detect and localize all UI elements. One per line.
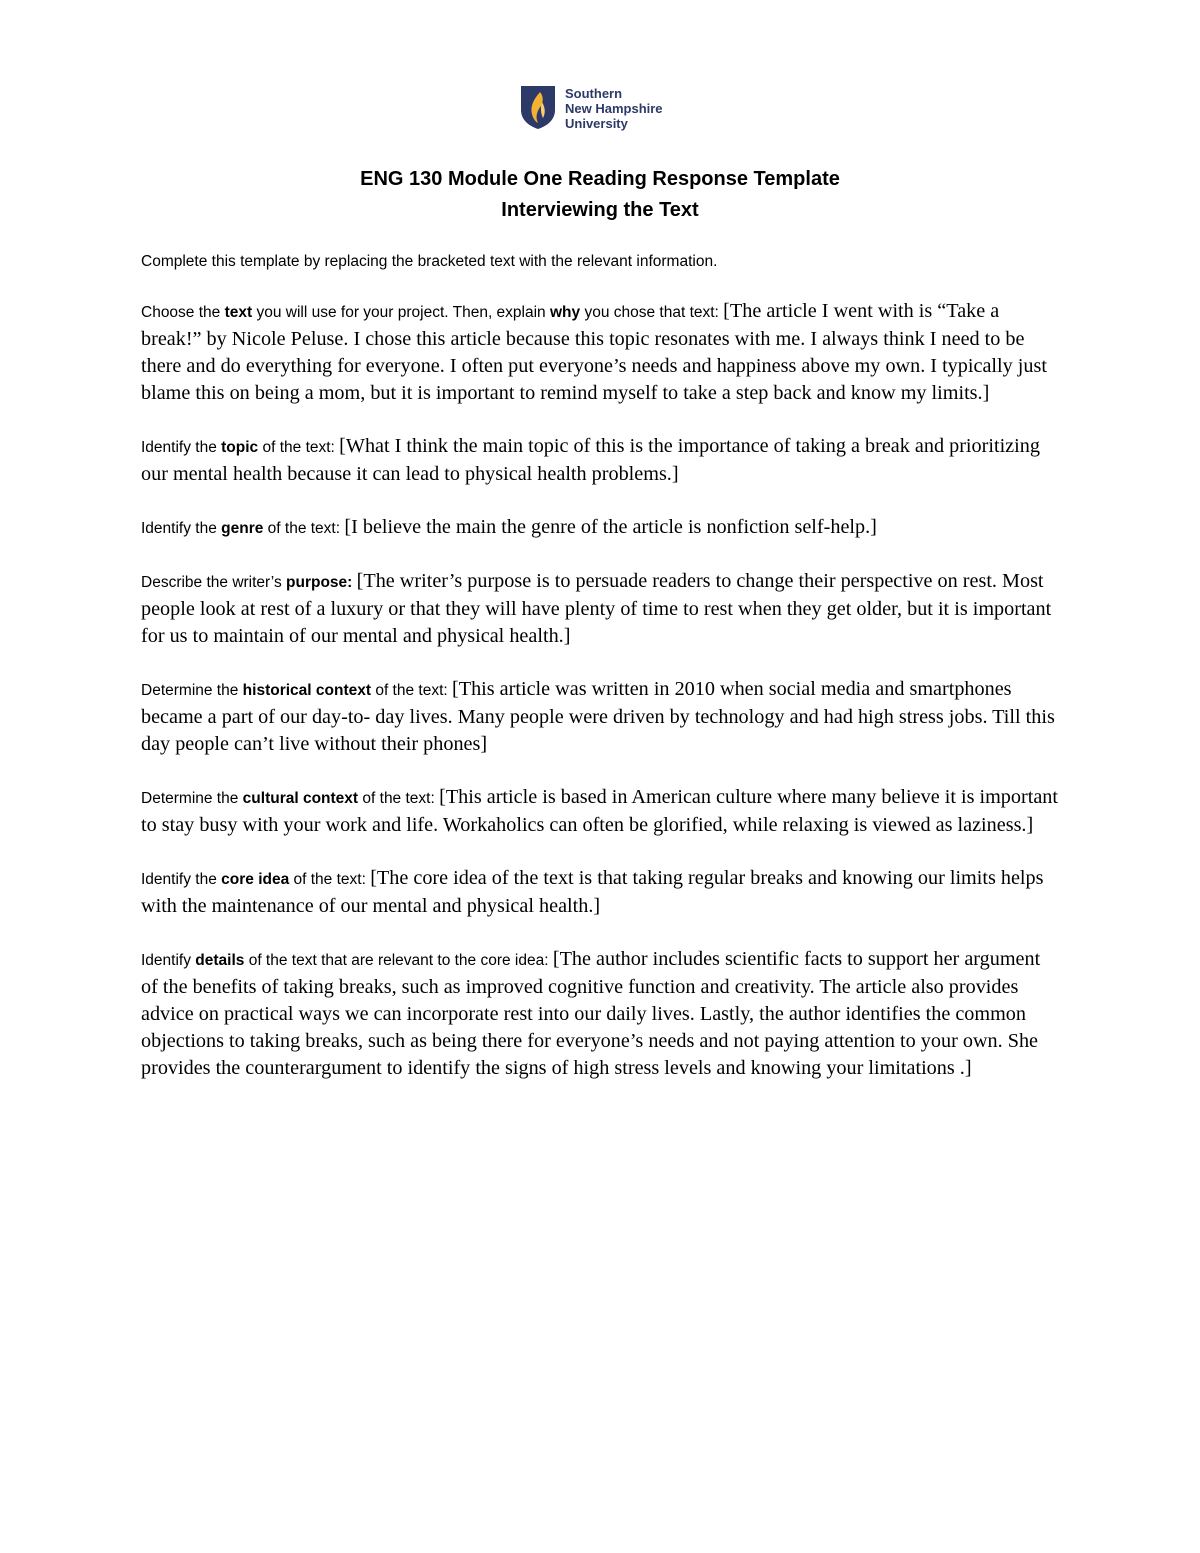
logo-line-2: New Hampshire xyxy=(565,101,663,116)
document-body xyxy=(141,250,1061,1108)
question-prompt: Identify details of the text that are relevant to the core idea: xyxy=(141,952,553,969)
qa-genre xyxy=(141,514,1061,542)
instructions-paragraph: Complete this template by replacing the bracketed text with the relevant information. xyxy=(141,253,718,270)
answer-text: [This article is based in American culture where many believe it is important to stay busy with your work and life. Workaholics can often be glorified, while relaxing is viewed as laziness.] xyxy=(141,786,1058,836)
question-prompt: Determine the historical context of the text: xyxy=(141,682,453,699)
question-prompt: Identify the core idea of the text: xyxy=(141,871,371,888)
logo-line-1: Southern xyxy=(565,86,623,101)
question-prompt: Describe the writer’s purpose: xyxy=(141,574,353,591)
qa-cultural-context xyxy=(141,784,1061,839)
question-prompt: Identify the genre of the text: xyxy=(141,520,345,537)
qa-core-idea xyxy=(141,865,1061,920)
question-prompt: Choose the text you will use for your project. Then, explain why you chose that text: xyxy=(141,304,724,321)
title-line-1: ENG 130 Module One Reading Response Template xyxy=(360,168,840,190)
answer-text: [What I think the main topic of this is the importance of taking a break and prioritizing our mental health because it can lead to physical health problems.] xyxy=(141,435,1040,485)
answer-text: [The writer’s purpose is to persuade readers to change their perspective on rest. Most people look at rest of a luxury or that they will have plenty of time to rest when they get older, but it is important for us to maintain of our mental and physical health.] xyxy=(141,570,1052,647)
document-title xyxy=(0,164,1200,226)
answer-text: [The core idea of the text is that taking regular breaks and knowing our limits helps with the maintenance of our mental and physical health.] xyxy=(141,867,1044,917)
question-prompt: Identify the topic of the text: xyxy=(141,439,340,456)
title-line-2: Interviewing the Text xyxy=(501,199,699,221)
question-prompt: Determine the cultural context of the text: xyxy=(141,790,440,807)
logo-line-3: University xyxy=(565,116,628,131)
qa-details xyxy=(141,946,1061,1082)
qa-topic xyxy=(141,433,1061,488)
university-logo xyxy=(519,84,689,134)
flame-shield-icon xyxy=(519,84,557,130)
qa-historical-context xyxy=(141,676,1061,758)
answer-text: [The author includes scientific facts to support her argument of the benefits of taking breaks, such as improved cognitive function and creativity. The article also provides advice on practical ways we can incorporate rest into our daily lives. Lastly, the author identifies the common objections to taking breaks, such as being there for everyone’s needs and not paying attention to your own. She provides the counterargument to identify the signs of high stress levels and knowing your limitations .] xyxy=(141,948,1041,1079)
qa-purpose xyxy=(141,568,1061,650)
qa-text-choice xyxy=(141,298,1061,407)
answer-text: [The article I went with is “Take a break!” by Nicole Peluse. I chose this article because this topic resonates with me. I always think I need to be there and do everything for everyone. I often put everyone’s needs and happiness above my own. I typically just blame this on being a mom, but it is important to remind myself to take a step back and know my limits.] xyxy=(141,300,1047,404)
logo-wordmark xyxy=(565,86,663,131)
answer-text: [This article was written in 2010 when social media and smartphones became a part of our day-to- day lives. Many people were driven by technology and had high stress jobs. Till this day people can’t live without their phones] xyxy=(141,678,1055,755)
answer-text: [I believe the main the genre of the article is nonfiction self-help.] xyxy=(344,516,877,538)
